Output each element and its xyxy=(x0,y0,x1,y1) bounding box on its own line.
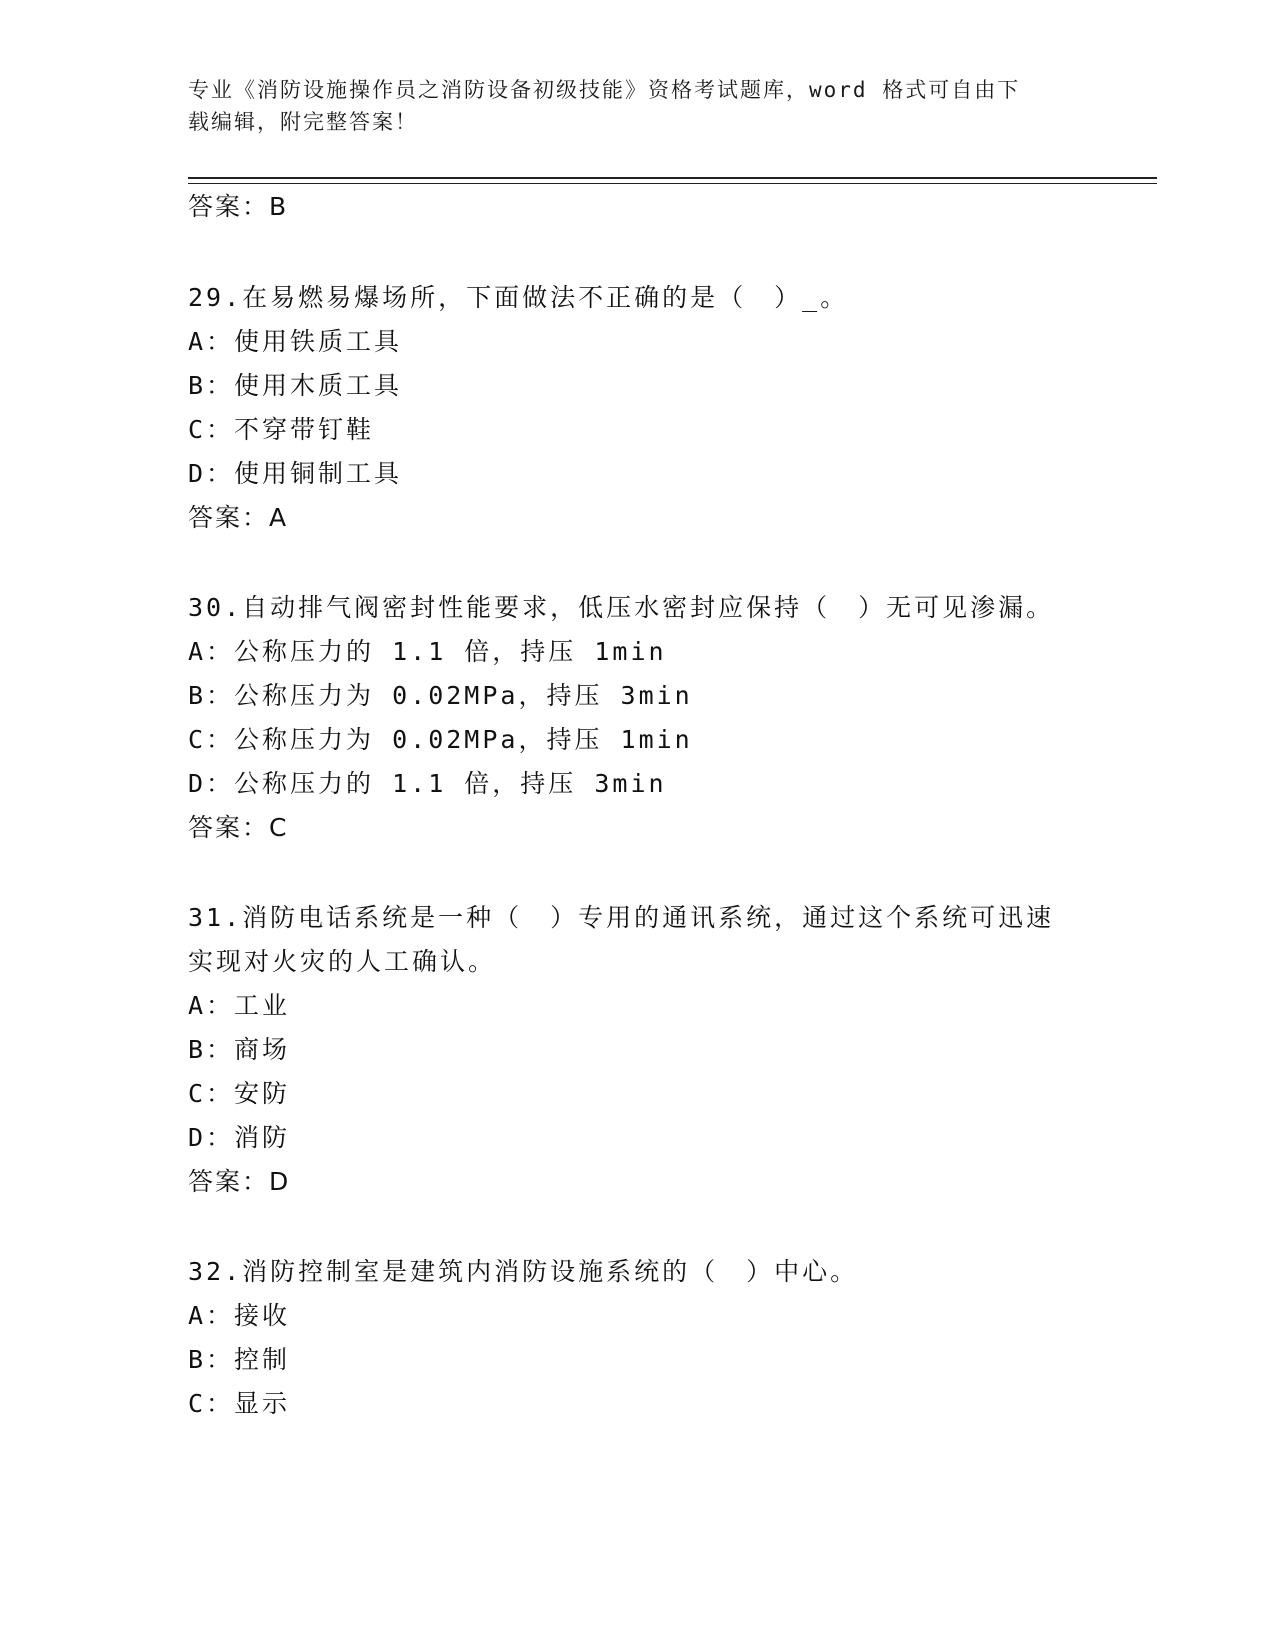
question-30-stem: 30.自动排气阀密封性能要求，低压水密封应保持（ ）无可见渗漏。 xyxy=(188,593,1055,622)
question-31-stem-line-1: 31.消防电话系统是一种（ ）专用的通讯系统，通过这个系统可迅速 xyxy=(188,903,1055,932)
question-30-option-b: B：公称压力为 0.02MPa，持压 3min xyxy=(188,681,693,710)
question-30-option-c: C：公称压力为 0.02MPa，持压 1min xyxy=(188,725,693,754)
question-30-answer: 答案：C xyxy=(188,813,289,842)
header-divider-thick xyxy=(188,177,1157,179)
question-31-option-c: C：安防 xyxy=(188,1079,291,1108)
question-31-option-a: A：工业 xyxy=(188,991,291,1020)
question-29-option-a: A：使用铁质工具 xyxy=(188,327,403,356)
question-29-answer: 答案：A xyxy=(188,503,289,532)
answer-28: 答案：B xyxy=(188,192,289,221)
question-29-option-c: C：不穿带钉鞋 xyxy=(188,415,375,444)
question-32-option-a: A：接收 xyxy=(188,1301,291,1330)
question-29-option-d: D：使用铜制工具 xyxy=(188,459,403,488)
question-32-stem: 32.消防控制室是建筑内消防设施系统的（ ）中心。 xyxy=(188,1257,859,1286)
header-line-2: 载编辑，附完整答案！ xyxy=(188,110,418,134)
question-31-option-d: D：消防 xyxy=(188,1123,291,1152)
question-32-option-c: C：显示 xyxy=(188,1389,291,1418)
header-divider-thin xyxy=(188,183,1157,184)
question-30-option-d: D：公称压力的 1.1 倍，持压 3min xyxy=(188,769,667,798)
question-31-stem-line-2: 实现对火灾的人工确认。 xyxy=(188,947,497,976)
question-30-option-a: A：公称压力的 1.1 倍，持压 1min xyxy=(188,637,667,666)
header-line-1: 专业《消防设施操作员之消防设备初级技能》资格考试题库，word 格式可自由下 xyxy=(188,78,1021,102)
question-29-stem: 29.在易燃易爆场所，下面做法不正确的是（ ）_。 xyxy=(188,283,849,312)
question-32-option-b: B：控制 xyxy=(188,1345,291,1374)
document-header xyxy=(188,74,1088,138)
question-29-option-b: B：使用木质工具 xyxy=(188,371,403,400)
question-31-answer: 答案：D xyxy=(188,1167,291,1196)
question-31-option-b: B：商场 xyxy=(188,1035,291,1064)
